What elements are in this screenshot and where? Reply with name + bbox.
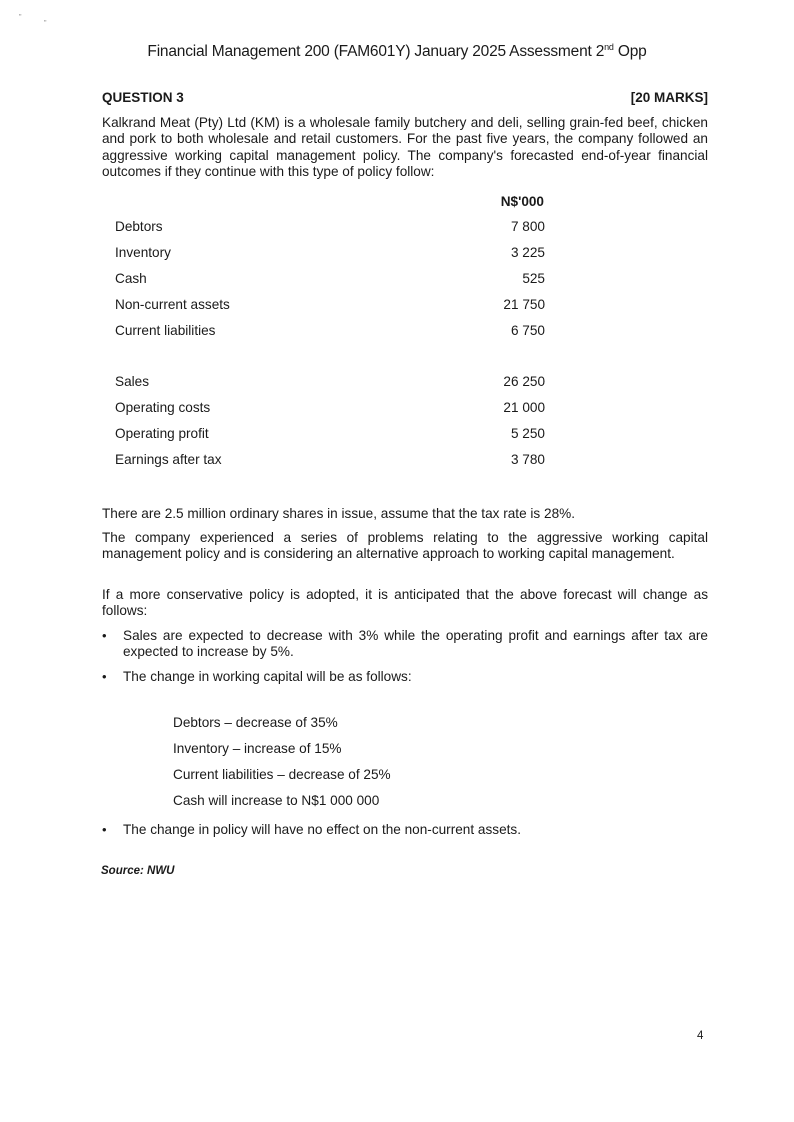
row-value: 26 250: [503, 374, 545, 390]
bullet-icon: •: [102, 628, 107, 643]
change-debtors: Debtors – decrease of 35%: [173, 715, 338, 730]
row-label: Operating profit: [115, 425, 209, 441]
bullet-text: The change in policy will have no effect on the non-current assets.: [123, 822, 521, 837]
currency-header: N$'000: [500, 194, 544, 209]
row-value: 21 000: [503, 400, 545, 416]
row-value: 7 800: [510, 219, 545, 235]
table-row-debtors: [115, 214, 545, 240]
table-row-earnings-after-tax: [115, 446, 545, 472]
scan-artifact: ": [44, 20, 47, 27]
financial-table: [115, 194, 545, 472]
row-label: Cash: [115, 270, 147, 286]
row-value: 525: [522, 270, 545, 286]
scan-artifact: ": [19, 14, 22, 21]
header-title: Financial Management 200 (FAM601Y) January 2025 Assessment 2: [147, 43, 605, 60]
row-value: 3 780: [510, 451, 545, 467]
working-capital-changes: [173, 715, 391, 819]
bullet-icon: •: [102, 822, 107, 837]
row-value: 21 750: [503, 296, 545, 312]
paragraph-conservative: If a more conservative policy is adopted, it is anticipated that the above forecast will change as follows:: [102, 587, 708, 619]
row-value: 6 750: [510, 322, 545, 338]
table-row-inventory: [115, 240, 545, 266]
change-inventory: Inventory – increase of 15%: [173, 741, 342, 756]
row-label: Debtors: [115, 219, 163, 235]
page-number: 4: [697, 1030, 704, 1042]
row-value: 3 225: [510, 245, 545, 261]
question-title-row: [102, 90, 708, 105]
row-label: Current liabilities: [115, 322, 216, 338]
table-row-non-current-assets: [115, 291, 545, 317]
change-cash: Cash will increase to N$1 000 000: [173, 793, 380, 808]
row-label: Inventory: [115, 245, 171, 261]
table-row-operating-costs: [115, 395, 545, 421]
paragraph-problems: The company experienced a series of problems relating to the aggressive working capital management policy and is considering an alternative approach to working capital management.: [102, 530, 708, 562]
table-row-current-liabilities: [115, 317, 545, 343]
bullet-text: Sales are expected to decrease with 3% while the operating profit and earnings after tax are expected to increase by 5%.: [123, 628, 708, 660]
source-note: Source: NWU: [101, 865, 175, 877]
bullet-item-non-current-assets: [102, 822, 708, 838]
row-label: Non-current assets: [115, 296, 230, 312]
row-value: 5 250: [510, 425, 545, 441]
bullet-text: The change in working capital will be as follows:: [123, 669, 412, 684]
table-row-sales: [115, 369, 545, 395]
change-current-liabilities: Current liabilities – decrease of 25%: [173, 767, 391, 782]
row-label: Earnings after tax: [115, 451, 222, 467]
question-marks: [20 MARKS]: [630, 90, 708, 105]
table-spacer: [115, 343, 545, 369]
bullet-item-working-capital: [102, 669, 708, 685]
row-label: Sales: [115, 374, 150, 390]
page-header: [0, 42, 794, 61]
question-intro: Kalkrand Meat (Pty) Ltd (KM) is a wholesale family butchery and deli, selling grain-fed beef, chicken and pork to both wholesale and retail customers. For the past five years, the company followed an aggressive working capital management policy. The company's forecasted end-of-year financial outcomes if they continue with this type of policy follow:: [102, 115, 708, 180]
table-row-operating-profit: [115, 421, 545, 447]
question-title: QUESTION 3: [102, 90, 184, 105]
header-title-end: Opp: [613, 43, 647, 60]
bullet-icon: •: [102, 669, 107, 684]
table-row-cash: [115, 266, 545, 292]
row-label: Operating costs: [115, 400, 211, 416]
bullet-item-sales: [102, 628, 708, 661]
header-superscript: nd: [604, 42, 614, 52]
paragraph-shares: There are 2.5 million ordinary shares in issue, assume that the tax rate is 28%.: [102, 506, 575, 521]
